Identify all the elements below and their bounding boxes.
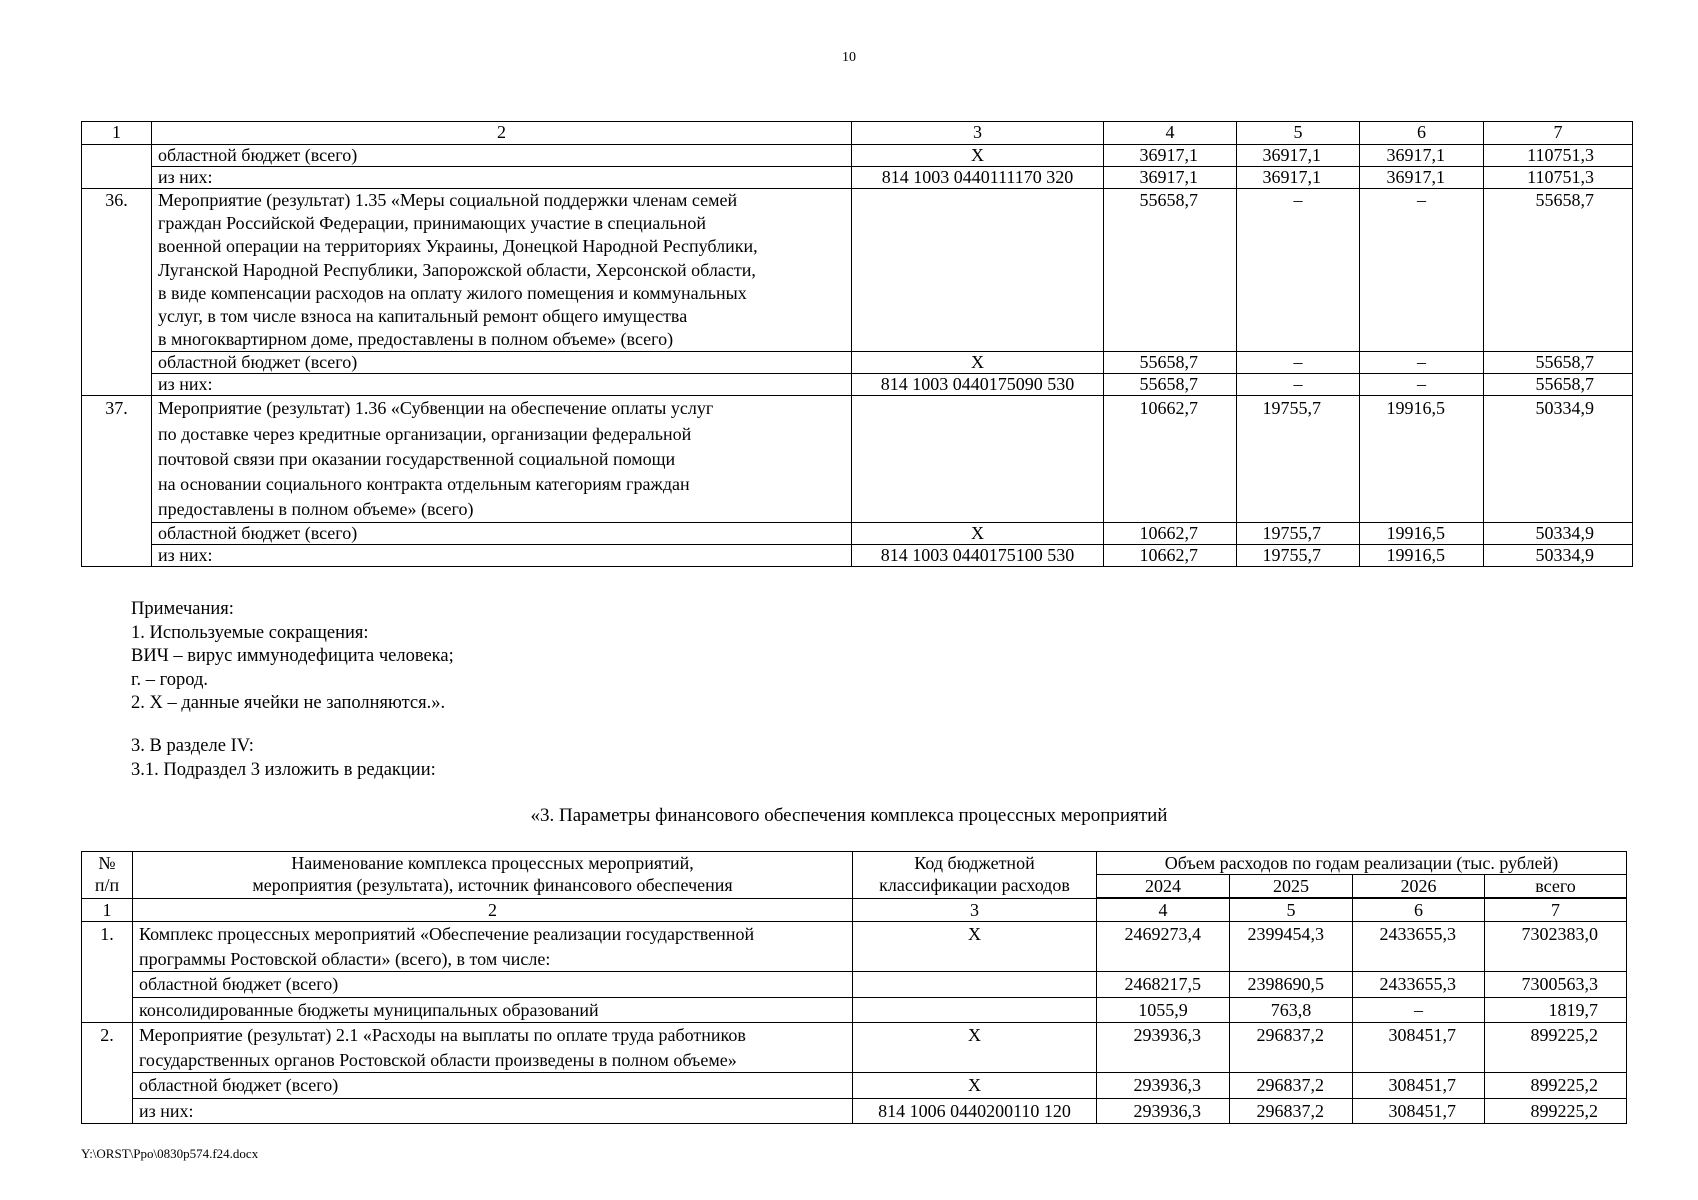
value-2026: 2433655,3: [1353, 922, 1485, 972]
value-total: 7300563,3: [1485, 972, 1627, 998]
value-2026: 308451,7: [1353, 1023, 1485, 1073]
table-row: [82, 396, 1633, 523]
notes-block: [131, 598, 454, 716]
expenses-table-continued: [81, 121, 1633, 567]
header-name: [133, 852, 853, 899]
budget-code: 814 1003 0440111170 320: [852, 167, 1104, 189]
value-2025: –: [1237, 374, 1360, 396]
value-2024: 55658,7: [1104, 352, 1237, 374]
measure-description: [133, 922, 853, 972]
header-code: [853, 852, 1097, 899]
value-2025: 36917,1: [1237, 167, 1360, 189]
value-total: 110751,3: [1484, 167, 1633, 189]
table-row: [82, 972, 1627, 998]
row-number: 2.: [82, 1023, 133, 1124]
source-name: из них:: [152, 545, 852, 567]
value-total: 7302383,0: [1485, 922, 1627, 972]
value-2026: 36917,1: [1360, 145, 1484, 167]
text-line: услуг, в том числе взноса на капитальный ремонт общего имущества: [158, 306, 688, 327]
text-line: военной операции на территориях Украины, Донецкой Народной Республики,: [158, 236, 758, 257]
source-name: областной бюджет (всего): [152, 145, 852, 167]
text-line: Мероприятие (результат) 1.36 «Субвенции на обеспечение оплаты услуг: [158, 398, 714, 419]
value-2024: 293936,3: [1097, 1098, 1230, 1124]
source-name: из них:: [152, 374, 852, 396]
value-2024: 293936,3: [1097, 1023, 1230, 1073]
budget-code: X: [853, 1073, 1097, 1099]
value-2025: 2398690,5: [1230, 972, 1353, 998]
value-2024: 10662,7: [1104, 523, 1237, 545]
note-line: 1. Используемые сокращения:: [131, 622, 369, 643]
col-index: 5: [1230, 898, 1353, 922]
section-title: «3. Параметры финансового обеспечения комплекса процессных мероприятий: [530, 805, 1168, 826]
text-line: Комплекс процессных мероприятий «Обеспечение реализации государственной: [139, 924, 755, 944]
notes-heading: Примечания:: [131, 599, 234, 619]
budget-code: X: [852, 145, 1104, 167]
value-2026: 36917,1: [1360, 167, 1484, 189]
source-name: из них:: [133, 1098, 853, 1124]
row-number: 1.: [82, 922, 133, 1023]
table-row: [82, 189, 1633, 352]
table-row: [82, 523, 1633, 545]
value-2026: –: [1360, 189, 1484, 352]
col-index: 7: [1484, 122, 1633, 145]
value-2025: 36917,1: [1237, 145, 1360, 167]
text-line: программы Ростовской области» (всего), в том числе:: [139, 948, 551, 969]
value-2024: 10662,7: [1104, 545, 1237, 567]
budget-code: 814 1006 0440200110 120: [853, 1098, 1097, 1124]
value-2025: 296837,2: [1230, 1073, 1353, 1099]
instruction-line: 3. В разделе IV:: [131, 736, 254, 756]
table-row: [82, 545, 1633, 567]
col-index: 2: [133, 898, 853, 922]
financing-parameters-table: [81, 851, 1627, 1124]
amendment-instructions: [131, 735, 436, 782]
col-index: 4: [1097, 898, 1230, 922]
col-index: 6: [1360, 122, 1484, 145]
note-line: ВИЧ – вирус иммунодефицита человека;: [131, 646, 454, 667]
column-number-row: [82, 122, 1633, 145]
value-2026: 308451,7: [1353, 1098, 1485, 1124]
value-2026: –: [1360, 352, 1484, 374]
column-number-row: [82, 898, 1627, 922]
budget-code: X: [853, 922, 1097, 972]
header-year: 2026: [1353, 875, 1485, 899]
header-text: мероприятия (результата), источник финансового обеспечения: [252, 875, 733, 895]
value-2024: 36917,1: [1104, 167, 1237, 189]
table-row: [82, 1023, 1627, 1073]
value-2026: –: [1360, 374, 1484, 396]
header-text: Код бюджетной: [914, 853, 1035, 873]
col-index: 1: [82, 898, 133, 922]
measure-description: [152, 396, 852, 523]
value-2026: 19916,5: [1360, 523, 1484, 545]
budget-code: X: [853, 1023, 1097, 1073]
table-row: [82, 997, 1627, 1023]
value-total: 110751,3: [1484, 145, 1633, 167]
value-total: 55658,7: [1484, 189, 1633, 352]
value-2024: 36917,1: [1104, 145, 1237, 167]
col-index: 6: [1353, 898, 1485, 922]
col-index: 2: [152, 122, 852, 145]
source-name: областной бюджет (всего): [152, 352, 852, 374]
text-line: по доставке через кредитные организации, организации федеральной: [158, 423, 692, 444]
value-2024: 55658,7: [1104, 374, 1237, 396]
note-line: 2. X – данные ячейки не заполняются.».: [131, 693, 446, 714]
value-2024: 10662,7: [1104, 396, 1237, 523]
header-text: классификации расходов: [879, 875, 1070, 895]
col-index: 1: [82, 122, 152, 145]
value-2026: 308451,7: [1353, 1073, 1485, 1099]
header-year: 2025: [1230, 875, 1353, 899]
header-number: [82, 852, 133, 899]
value-2024: 55658,7: [1104, 189, 1237, 352]
header-text: Наименование комплекса процессных мероприятий,: [291, 853, 694, 873]
budget-code: 814 1003 0440175090 530: [852, 374, 1104, 396]
header-text: №: [98, 853, 116, 873]
value-total: 55658,7: [1484, 352, 1633, 374]
source-name: консолидированные бюджеты муниципальных образований: [133, 997, 853, 1023]
table-row: [82, 374, 1633, 396]
row-number-cell: [82, 145, 152, 189]
text-line: почтовой связи при оказании государственной социальной помощи: [158, 448, 676, 469]
value-total: 899225,2: [1485, 1098, 1627, 1124]
table-row: [82, 352, 1633, 374]
table-row: [82, 1098, 1627, 1124]
page-number: 10: [842, 50, 856, 65]
budget-code: [853, 997, 1097, 1023]
table-row: [82, 1073, 1627, 1099]
file-path-footer: Y:\ORST\Ppo\0830p574.f24.docx: [81, 1146, 259, 1161]
budget-code: [852, 396, 1104, 523]
col-index: 5: [1237, 122, 1360, 145]
source-name: областной бюджет (всего): [152, 523, 852, 545]
table-row: [82, 167, 1633, 189]
value-total: 1819,7: [1485, 997, 1627, 1023]
header-text: п/п: [94, 875, 120, 895]
value-2025: –: [1237, 189, 1360, 352]
text-line: предоставлены в полном объеме» (всего): [158, 499, 474, 520]
text-line: государственных органов Ростовской области произведены в полном объеме»: [139, 1049, 737, 1070]
instruction-line: 3.1. Подраздел 3 изложить в редакции:: [131, 759, 436, 780]
measure-description: [133, 1023, 853, 1073]
value-total: 50334,9: [1484, 523, 1633, 545]
value-total: 50334,9: [1484, 545, 1633, 567]
value-2025: 19755,7: [1237, 545, 1360, 567]
value-2025: 296837,2: [1230, 1023, 1353, 1073]
value-2025: 296837,2: [1230, 1098, 1353, 1124]
budget-code: [852, 189, 1104, 352]
value-2025: 763,8: [1230, 997, 1353, 1023]
value-2025: 2399454,3: [1230, 922, 1353, 972]
table-row: [82, 922, 1627, 972]
row-number: 37.: [82, 396, 152, 567]
col-index: 3: [853, 898, 1097, 922]
source-name: областной бюджет (всего): [133, 1073, 853, 1099]
text-line: в многоквартирном доме, предоставлены в полном объеме» (всего): [158, 329, 674, 350]
note-line: г. – город.: [131, 669, 209, 690]
header-total: всего: [1485, 875, 1627, 899]
value-2026: 19916,5: [1360, 396, 1484, 523]
value-2026: 19916,5: [1360, 545, 1484, 567]
table-row: [82, 145, 1633, 167]
value-2024: 2468217,5: [1097, 972, 1230, 998]
text-line: Мероприятие (результат) 1.35 «Меры социальной поддержки членам семей: [158, 190, 738, 210]
text-line: граждан Российской Федерации, принимающих участие в специальной: [158, 213, 707, 234]
budget-code: X: [852, 523, 1104, 545]
text-line: на основании социального контракта отдельным категориям граждан: [158, 474, 690, 495]
budget-code: 814 1003 0440175100 530: [852, 545, 1104, 567]
value-2025: 19755,7: [1237, 396, 1360, 523]
value-total: 55658,7: [1484, 374, 1633, 396]
value-2025: –: [1237, 352, 1360, 374]
value-total: 899225,2: [1485, 1023, 1627, 1073]
budget-code: X: [852, 352, 1104, 374]
measure-description: [152, 189, 852, 352]
col-index: 4: [1104, 122, 1237, 145]
header-year: 2024: [1097, 875, 1230, 899]
source-name: из них:: [152, 167, 852, 189]
text-line: в виде компенсации расходов на оплату жилого помещения и коммунальных: [158, 282, 747, 303]
col-index: 7: [1485, 898, 1627, 922]
source-name: областной бюджет (всего): [133, 972, 853, 998]
value-total: 899225,2: [1485, 1073, 1627, 1099]
value-2024: 1055,9: [1097, 997, 1230, 1023]
value-2026: –: [1353, 997, 1485, 1023]
header-volume: Объем расходов по годам реализации (тыс. рублей): [1097, 852, 1627, 875]
budget-code: [853, 972, 1097, 998]
value-2026: 2433655,3: [1353, 972, 1485, 998]
value-2024: 293936,3: [1097, 1073, 1230, 1099]
row-number: 36.: [82, 189, 152, 396]
value-2025: 19755,7: [1237, 523, 1360, 545]
value-total: 50334,9: [1484, 396, 1633, 523]
table-header-row: [82, 852, 1627, 875]
value-2024: 2469273,4: [1097, 922, 1230, 972]
col-index: 3: [852, 122, 1104, 145]
text-line: Луганской Народной Республики, Запорожской области, Херсонской области,: [158, 259, 756, 280]
text-line: Мероприятие (результат) 2.1 «Расходы на выплаты по оплате труда работников: [139, 1025, 746, 1045]
